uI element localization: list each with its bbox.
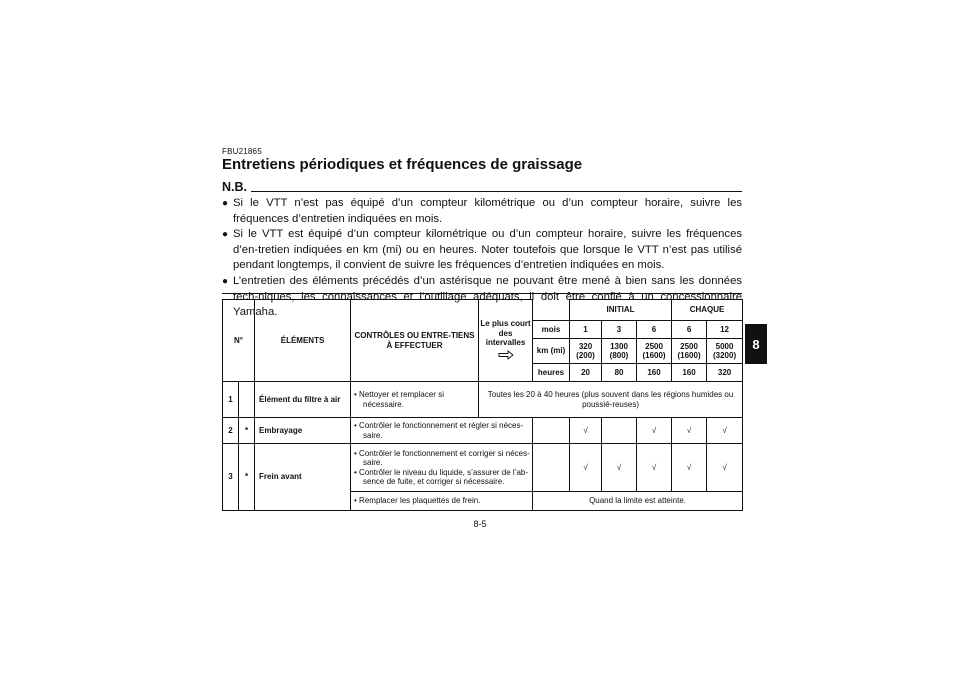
note-rule [251,191,742,192]
km-cell: 2500 (1600) [672,339,707,364]
hours-cell: 320 [707,364,743,382]
page-number: 8-5 [473,519,487,529]
header-no: N° [223,300,255,382]
note-item: ● Si le VTT est équipé d’un compteur kilométrique ou d’un compteur horaire, suivre les fréquences d’en-tretien indiquées en km (mi) ou en heures. Noter toutefois que lorsque le VTT n’est pas utilisé pendant longtemps, il convient de suivre les fréquences d’entretien indiquées en mois. [222,228,742,272]
hours-cell: 80 [602,364,637,382]
label-heures: heures [533,364,570,382]
km-cell: 1300 (800) [602,339,637,364]
table-row [223,382,743,418]
row-controls: • Contrôler le fonctionnement et régler si néces-saire. [351,418,533,444]
km-cell: 320 (200) [570,339,602,364]
row-empty [533,444,570,492]
row-controls: • Remplacer les plaquettes de frein. [351,492,533,511]
row-number: 1 [223,382,239,418]
row-controls: • Nettoyer et remplacer si nécessaire. [351,382,479,418]
check-cell: √ [672,444,707,492]
note-item: ● L’entretien des éléments précédés d’un astérisque ne pouvant être mené à bien sans les données tech-niques, les connaissances et l’outillage adéquats, il doit être confié à un concessionnaire Yamaha. [222,274,742,319]
check-cell: √ [637,418,672,444]
check-cell: √ [570,444,602,492]
page-title: Entretiens périodiques et fréquences de graissage [222,156,583,173]
table-row [223,444,743,492]
check-cell: √ [637,444,672,492]
months-cell: 3 [602,321,637,339]
check-cell [602,418,637,444]
hours-cell: 20 [570,364,602,382]
note-label: N.B. [222,180,247,194]
bullet-icon: ● [222,229,229,241]
row-element: Embrayage [255,418,351,444]
row-number: 3 [223,444,239,511]
row-controls: • Contrôler le fonctionnement et corriger si néces-saire. • Contrôler le niveau du liquide, s’assurer de l’ab-sence de fuite, et corriger si nécessaire. [351,444,533,492]
header-initial: INITIAL [570,300,672,321]
header-controls: CONTRÔLES OU ENTRE-TIENS À EFFECTUER [351,300,479,382]
hours-cell: 160 [672,364,707,382]
arrow-right-icon [498,350,514,360]
header-empty [533,300,570,321]
months-cell: 6 [637,321,672,339]
check-cell: √ [602,444,637,492]
note-item: ● Si le VTT n’est pas équipé d’un compteur kilométrique ou d’un compteur horaire, suivre les fréquences d’entretien indiquées en mois. [222,197,742,225]
header-chaque: CHAQUE [672,300,743,321]
hours-cell: 160 [637,364,672,382]
bullet-icon: ● [222,275,229,287]
months-cell: 1 [570,321,602,339]
header-elements: ÉLÉMENTS [255,300,351,382]
check-cell: √ [672,418,707,444]
check-cell: √ [707,418,743,444]
row-element: Frein avant [255,444,351,511]
row-star [239,382,255,418]
label-mois: mois [533,321,570,339]
chapter-tab: 8 [745,324,767,364]
row-number: 2 [223,418,239,444]
months-cell: 6 [672,321,707,339]
table-row [223,418,743,444]
bullet-icon: ● [222,198,229,209]
label-km: km (mi) [533,339,570,364]
check-cell: √ [570,418,602,444]
row-element: Élément du filtre à air [255,382,351,418]
header-interval: Le plus court des intervalles [479,300,533,382]
row-star: * [239,418,255,444]
check-cell: √ [707,444,743,492]
row-star: * [239,444,255,511]
maintenance-table [222,299,743,511]
row-empty [533,418,570,444]
months-cell: 12 [707,321,743,339]
document-code: FBU21865 [222,147,262,156]
row-note: Toutes les 20 à 40 heures (plus souvent dans les régions humides ou poussié-reuses) [479,382,743,418]
row-note: Quand la limite est atteinte. [533,492,743,511]
km-cell: 2500 (1600) [637,339,672,364]
note-bottom-rule [222,293,742,294]
km-cell: 5000 (3200) [707,339,743,364]
